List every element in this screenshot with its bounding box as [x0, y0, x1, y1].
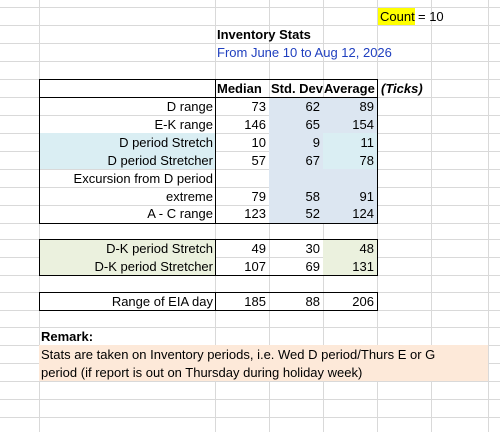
cell-median: 73	[251, 99, 266, 114]
cell-median: 57	[251, 153, 266, 168]
row-label-d-period-stretch: D period Stretch	[119, 135, 213, 150]
table-border	[39, 239, 40, 276]
cell-median: 146	[244, 117, 266, 132]
grid-row-line	[0, 417, 500, 418]
remark-line1: Stats are taken on Inventory periods, i.e. Wed D period/Thurs E or G	[41, 347, 436, 362]
cell-median: 49	[251, 241, 266, 256]
table-border	[39, 223, 377, 224]
column-header-average: Average	[324, 81, 375, 96]
row-label-e-k-range: E-K range	[154, 117, 213, 132]
column-header-median: Median	[217, 81, 262, 96]
page-title: Inventory Stats	[217, 27, 311, 42]
cell-median: 79	[251, 189, 266, 204]
count-value: = 10	[418, 9, 444, 24]
row-label-excursion-line2: extreme	[166, 189, 213, 204]
cell-std-dev: 52	[305, 206, 320, 221]
cell-average: 89	[359, 99, 374, 114]
cell-average: 154	[352, 117, 374, 132]
cell-std-dev: 69	[305, 259, 320, 274]
cell-std-dev: 62	[305, 99, 320, 114]
cell-std-dev: 67	[305, 153, 320, 168]
table-border	[215, 79, 216, 224]
column-header-std-dev: Std. Dev	[271, 81, 323, 96]
cell-std-dev: 88	[305, 294, 320, 309]
count-label: Count	[380, 9, 415, 24]
cell-median: 107	[244, 259, 266, 274]
row-label-d-period-stretcher: D period Stretcher	[107, 153, 213, 168]
table-border	[215, 292, 216, 311]
row-label-d-range: D range	[166, 99, 213, 114]
cell-average: 124	[352, 206, 374, 221]
cell-average: 131	[352, 259, 374, 274]
cell-median: 10	[251, 135, 266, 150]
cell-average: 91	[359, 189, 374, 204]
cell-median: 185	[244, 294, 266, 309]
table-border	[39, 292, 40, 311]
row-label-eia-day: Range of EIA day	[111, 294, 213, 309]
grid-column-line	[488, 0, 489, 432]
table-border	[377, 292, 378, 311]
cell-std-dev: 58	[305, 189, 320, 204]
cell-average: 48	[359, 241, 374, 256]
table-border	[39, 79, 40, 224]
remark-line2: period (if report is out on Thursday during holiday week)	[41, 365, 363, 380]
cell-std-dev: 9	[312, 135, 320, 150]
remark-title: Remark:	[41, 329, 94, 344]
cell-std-dev: 65	[305, 117, 320, 132]
row-label-dk-period-stretch: D-K period Stretch	[106, 241, 213, 256]
row-label-excursion-line1: Excursion from D period	[73, 171, 213, 186]
cell-average: 11	[360, 135, 374, 150]
cell-average: 206	[352, 294, 374, 309]
grid-row-line	[0, 399, 500, 400]
row-label-dk-period-stretcher: D-K period Stretcher	[94, 259, 213, 274]
unit-note: (Ticks)	[381, 81, 423, 96]
table-border	[215, 239, 216, 276]
date-range-subtitle: From June 10 to Aug 12, 2026	[217, 45, 392, 60]
table-border	[377, 239, 378, 276]
cell-std-dev: 30	[305, 241, 320, 256]
table-border	[377, 79, 378, 224]
cell-median: 123	[244, 206, 266, 221]
row-label-a-c-range: A - C range	[147, 206, 213, 221]
cell-average: 78	[359, 153, 374, 168]
